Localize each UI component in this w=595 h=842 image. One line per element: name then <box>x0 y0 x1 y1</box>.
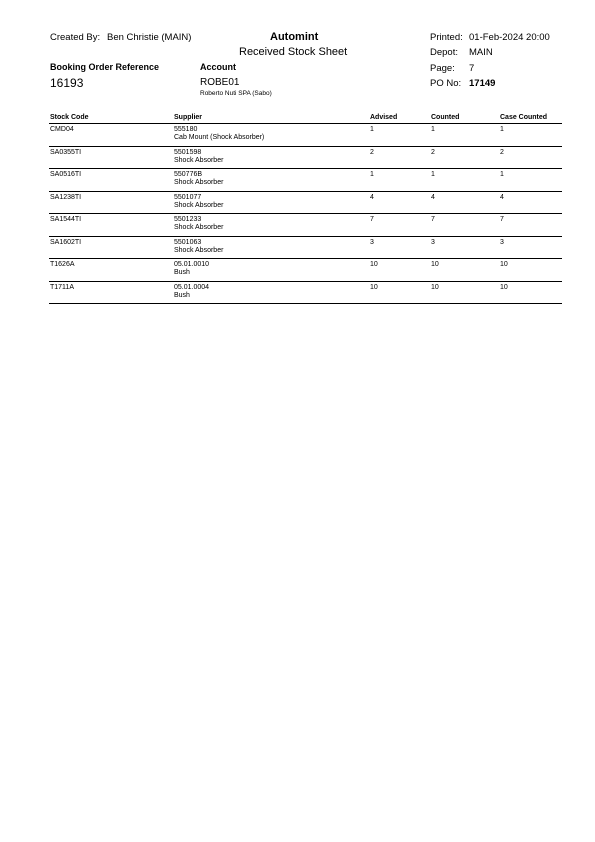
supplier-description: Shock Absorber <box>174 179 224 186</box>
supplier-code: 555180 <box>174 126 198 133</box>
stock-table <box>49 114 562 304</box>
supplier-code: 5501077 <box>174 193 202 201</box>
supplier-description: Shock Absorber <box>174 224 224 231</box>
printed-label: Printed: <box>430 32 463 43</box>
supplier-code: 5501598 <box>174 148 202 156</box>
advised-qty: 4 <box>370 193 374 201</box>
supplier-description: Shock Absorber <box>174 201 224 209</box>
advised-qty: 1 <box>370 171 374 178</box>
stock-code: SA0516TI <box>50 171 82 178</box>
case-counted-qty: 4 <box>500 193 504 201</box>
counted-qty: 7 <box>431 216 435 223</box>
case-counted-qty: 1 <box>500 126 504 133</box>
advised-qty: 10 <box>370 261 378 268</box>
supplier-cell <box>174 171 223 187</box>
supplier-cell <box>174 239 223 255</box>
supplier-cell <box>174 126 264 142</box>
table-row <box>49 169 562 192</box>
created-by-value: Ben Christie (MAIN) <box>107 32 192 43</box>
table-header-row <box>49 114 562 124</box>
supplier-code: 5501233 <box>174 216 202 223</box>
supplier-description: Shock Absorber <box>174 246 224 254</box>
counted-qty: 1 <box>431 126 435 133</box>
header-advised: Advised <box>370 114 398 121</box>
supplier-description: Bush <box>174 291 190 299</box>
counted-qty: 1 <box>431 171 435 178</box>
table-row <box>49 124 562 147</box>
stock-code: SA0355TI <box>50 148 82 156</box>
case-counted-qty: 3 <box>500 238 504 246</box>
header-case-counted: Case Counted <box>500 114 548 121</box>
counted-qty: 2 <box>431 148 435 156</box>
table-row <box>49 282 562 305</box>
supplier-code: 05.01.0004 <box>174 283 210 291</box>
supplier-description: Cab Mount (Shock Absorber) <box>174 134 265 141</box>
account-name: Roberto Nuti SPA (Sabo) <box>200 90 272 97</box>
table-row <box>49 237 562 260</box>
supplier-cell <box>174 194 223 210</box>
table-row <box>49 214 562 237</box>
created-by-label: Created By: <box>50 32 101 43</box>
supplier-description: Shock Absorber <box>174 156 224 164</box>
counted-qty: 10 <box>431 283 439 291</box>
supplier-cell <box>174 149 223 165</box>
supplier-cell <box>174 284 209 300</box>
po-number: 17149 <box>469 78 496 89</box>
advised-qty: 3 <box>370 238 374 246</box>
supplier-description: Bush <box>174 269 190 276</box>
case-counted-qty: 2 <box>500 148 504 156</box>
case-counted-qty: 10 <box>500 283 508 291</box>
document-title: Received Stock Sheet <box>239 46 348 58</box>
header-stock-code: Stock Code <box>50 114 89 121</box>
booking-ref-value: 16193 <box>50 76 84 90</box>
supplier-code: 05.01.0010 <box>174 261 210 268</box>
header-supplier: Supplier <box>174 114 203 121</box>
account-label: Account <box>200 62 236 72</box>
table-row <box>49 147 562 170</box>
page-label: Page: <box>430 63 455 74</box>
advised-qty: 2 <box>370 148 374 156</box>
depot-label: Depot: <box>430 47 458 58</box>
advised-qty: 1 <box>370 126 374 133</box>
advised-qty: 10 <box>370 283 378 291</box>
supplier-cell <box>174 261 209 277</box>
po-label: PO No: <box>430 78 462 89</box>
header-counted: Counted <box>431 114 460 121</box>
stock-code: T1711A <box>50 283 74 291</box>
account-code: ROBE01 <box>200 77 240 88</box>
table-row <box>49 259 562 282</box>
case-counted-qty: 1 <box>500 171 504 178</box>
supplier-code: 550776B <box>174 171 203 178</box>
page-number: 7 <box>469 63 475 74</box>
counted-qty: 10 <box>431 261 439 268</box>
counted-qty: 3 <box>431 238 435 246</box>
stock-code: SA1544TI <box>50 216 82 223</box>
supplier-cell <box>174 216 223 232</box>
counted-qty: 4 <box>431 193 435 201</box>
printed-value: 01-Feb-2024 20:00 <box>469 32 550 43</box>
advised-qty: 7 <box>370 216 374 223</box>
case-counted-qty: 10 <box>500 261 508 268</box>
table-row <box>49 192 562 215</box>
stock-code: SA1602TI <box>50 238 82 246</box>
supplier-code: 5501063 <box>174 238 202 246</box>
stock-code: T1626A <box>50 261 75 268</box>
booking-ref-label: Booking Order Reference <box>50 62 160 72</box>
stock-code: CMD04 <box>50 126 74 133</box>
case-counted-qty: 7 <box>500 216 504 223</box>
stock-code: SA1238TI <box>50 193 82 201</box>
depot-value: MAIN <box>469 47 493 58</box>
company-name: Automint <box>270 31 319 43</box>
